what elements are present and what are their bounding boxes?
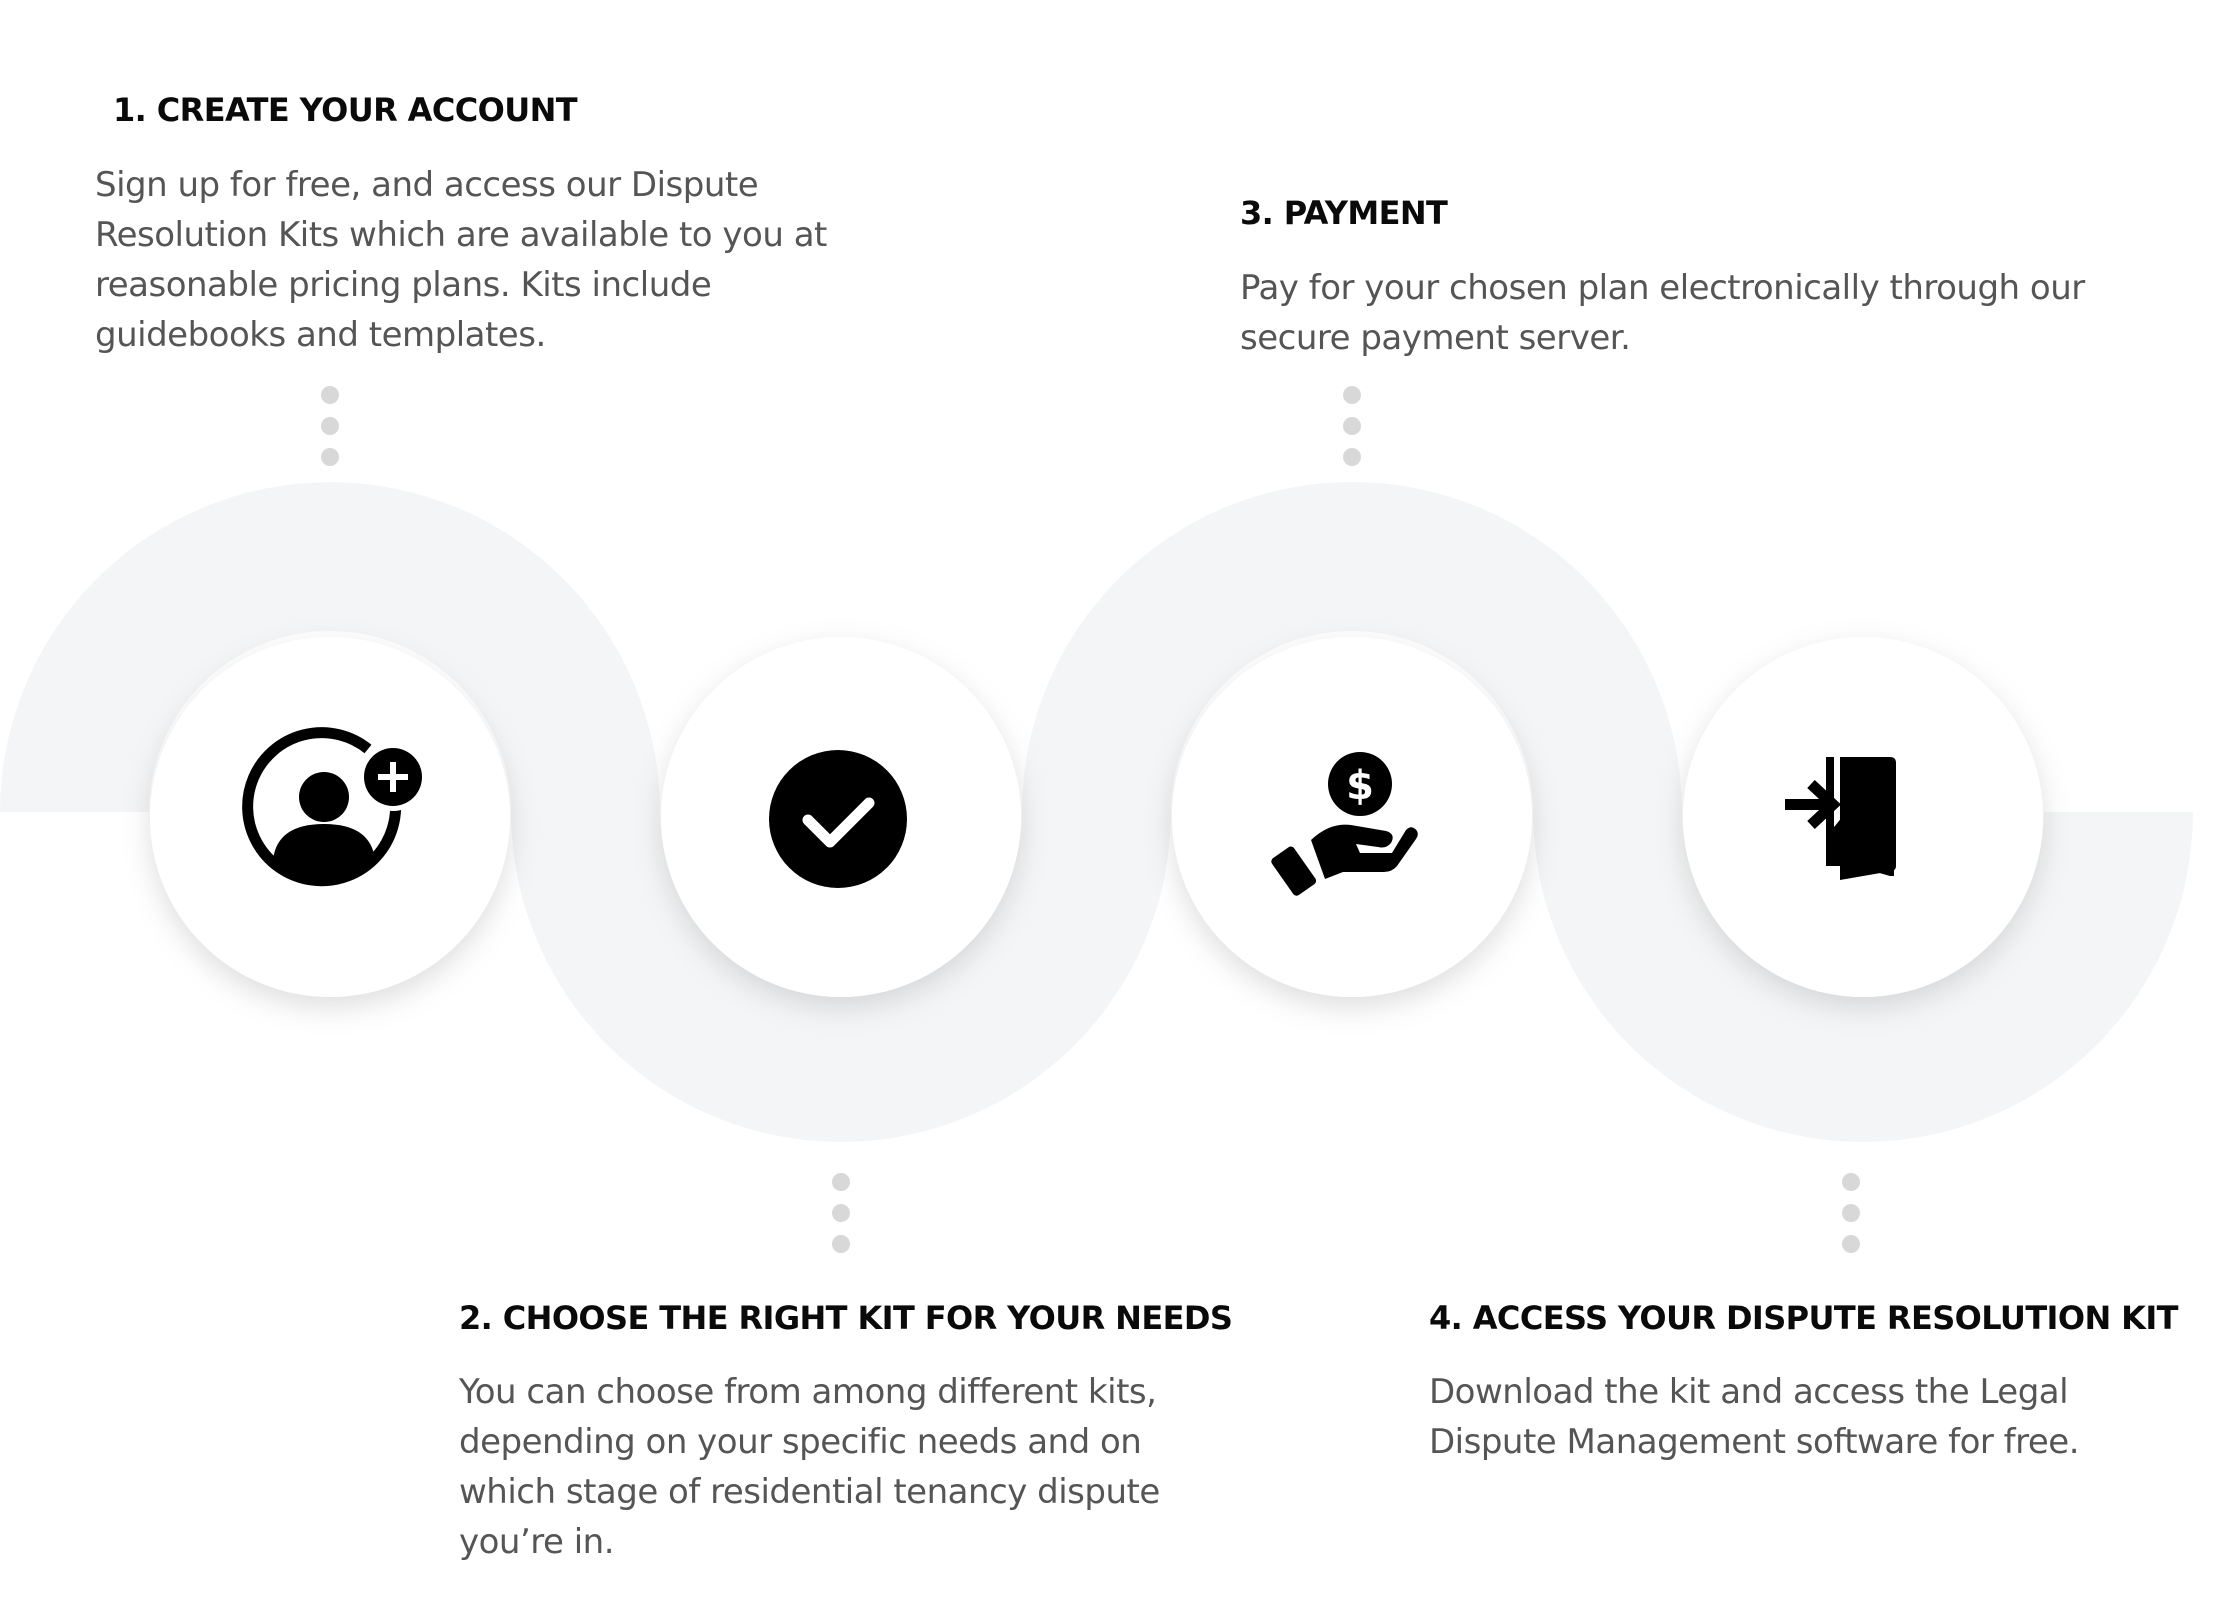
connector-dots-1 <box>321 386 339 466</box>
step-1-title: 1. CREATE YOUR ACCOUNT <box>113 91 577 129</box>
connector-dots-2 <box>832 1173 850 1253</box>
connector-dots-3 <box>1343 386 1361 466</box>
connector-dots-4 <box>1842 1173 1860 1253</box>
step-2-title: 2. CHOOSE THE RIGHT KIT FOR YOUR NEEDS <box>459 1299 1233 1337</box>
svg-text:$: $ <box>1346 763 1374 809</box>
check-circle-icon <box>769 750 907 888</box>
step-3-description: Pay for your chosen plan electronically through our secure payment server. <box>1240 268 2085 358</box>
step-3-title: 3. PAYMENT <box>1240 194 1448 232</box>
step-2-description: You can choose from among different kits, depending on your specific needs and on which stage of residential tenancy dispute you’re in. <box>459 1372 1160 1562</box>
step-3-circle <box>1172 637 1532 997</box>
step-4-title: 4. ACCESS YOUR DISPUTE RESOLUTION KIT <box>1429 1299 2178 1337</box>
step-4-description: Download the kit and access the Legal Dispute Management software for free. <box>1429 1372 2080 1462</box>
step-1-description: Sign up for free, and access our Dispute Resolution Kits which are available to you at reasonable pricing plans. Kits include guidebooks and templates. <box>95 165 827 355</box>
